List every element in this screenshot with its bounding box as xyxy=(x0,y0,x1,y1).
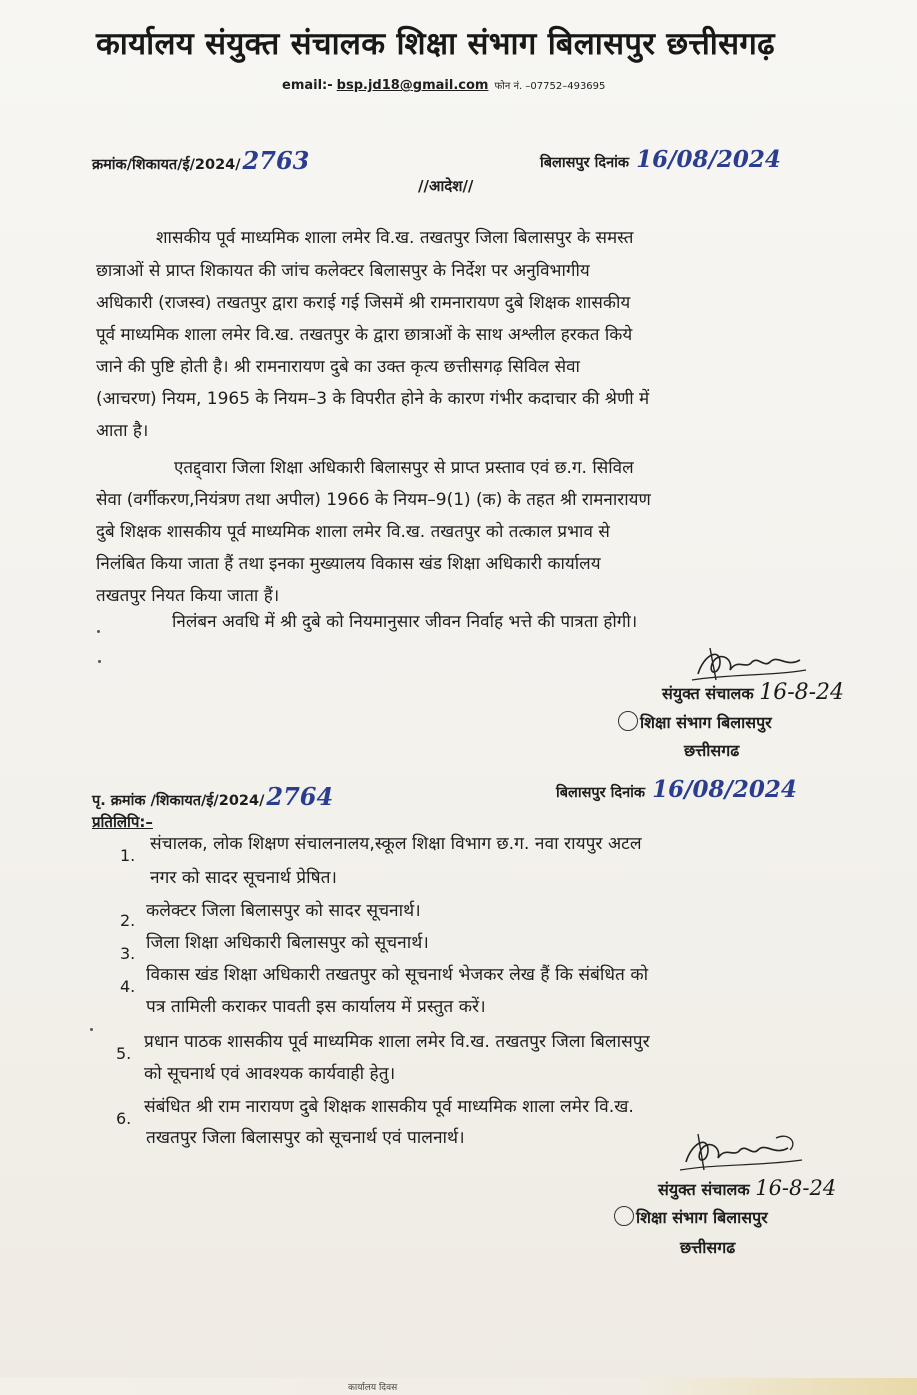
para1-line: आता है। xyxy=(96,421,149,441)
copy-title: प्रतिलिपि:– xyxy=(92,813,153,831)
copy-ref-prefix: पृ. क्रमांक /शिकायत/ई/2024/ xyxy=(92,793,265,809)
signature-designation-line xyxy=(658,1176,836,1200)
copy-item-line: जिला शिक्षा अधिकारी बिलासपुर को सूचनार्थ। xyxy=(146,933,429,953)
stamp-mark-icon xyxy=(618,711,638,731)
copy-item-line: पत्र तामिली कराकर पावती इस कार्यालय में प्रस्तुत करें। xyxy=(146,997,486,1017)
para3-line: निलंबन अवधि में श्री दुबे को नियमानुसार जीवन निर्वाह भत्ते की पात्रता होगी। xyxy=(172,612,638,632)
signature-mark xyxy=(676,1128,806,1178)
copy-item-line: विकास खंड शिक्षा अधिकारी तखतपुर को सूचनार्थ भेजकर लेख हैं कि संबंधित को xyxy=(146,965,649,985)
signature-office: शिक्षा संभाग बिलासपुर xyxy=(640,713,772,732)
copy-item-line: संबंधित श्री राम नारायण दुबे शिक्षक शासकीय पूर्व माध्यमिक शाला लमेर वि.ख. xyxy=(144,1097,634,1117)
para2-line: एतद्द्वारा जिला शिक्षा अधिकारी बिलासपुर से प्राप्त प्रस्ताव एवं छ.ग. सिविल xyxy=(174,458,634,478)
email-address: bsp.jd18@gmail.com xyxy=(336,78,489,93)
signature-state: छत्तीसगढ xyxy=(680,1238,736,1257)
stamp-mark-icon xyxy=(614,1206,634,1226)
signature-state: छत्तीसगढ xyxy=(684,741,740,760)
copy-item-number: 6. xyxy=(116,1109,132,1128)
para2-line: निलंबित किया जाता हैं तथा इनका मुख्यालय विकास खंड शिक्षा अधिकारी कार्यालय xyxy=(96,554,601,574)
copy-item-line: कलेक्टर जिला बिलासपुर को सादर सूचनार्थ। xyxy=(146,901,421,921)
para1-line: शासकीय पूर्व माध्यमिक शाला लमेर वि.ख. तखतपुर जिला बिलासपुर के समस्त xyxy=(156,228,634,248)
order-signature-block xyxy=(640,680,845,761)
signature-office-line xyxy=(614,1206,836,1228)
copy-item-line: संचालक, लोक शिक्षण संचालनालय,स्कूल शिक्षा विभाग छ.ग. नवा रायपुर अटल xyxy=(150,834,642,854)
phone-number: फोन नं. –07752–493695 xyxy=(494,81,606,92)
order-date-value: 16/08/2024 xyxy=(636,146,781,173)
signature-designation: संयुक्त संचालक xyxy=(662,684,754,703)
order-reference xyxy=(92,146,309,175)
signature-designation: संयुक्त संचालक xyxy=(658,1180,750,1199)
footer-text: कार्यालय दिवस xyxy=(348,1383,398,1393)
copy-item-line: नगर को सादर सूचनार्थ प्रेषित। xyxy=(150,868,337,888)
scan-speck xyxy=(90,1028,93,1031)
order-heading: //आदेश// xyxy=(418,177,474,195)
order-date-label: बिलासपुर दिनांक xyxy=(540,155,630,171)
email-label: email:- xyxy=(282,78,333,93)
scan-speck xyxy=(98,660,101,663)
para1-line: पूर्व माध्यमिक शाला लमेर वि.ख. तखतपुर के द्वारा छात्राओं के साथ अश्लील हरकत किये xyxy=(96,325,633,345)
copy-item-number: 5. xyxy=(116,1044,132,1063)
copy-ref-number: 2764 xyxy=(266,782,334,811)
copy-item-number: 4. xyxy=(120,977,136,996)
copy-signature-block xyxy=(636,1176,837,1258)
signature-designation-line xyxy=(662,680,844,705)
scan-speck xyxy=(97,630,100,633)
order-ref-prefix: क्रमांक/शिकायत/ई/2024/ xyxy=(92,157,241,173)
copy-date-label: बिलासपुर दिनांक xyxy=(556,785,646,801)
page-bottom-edge xyxy=(0,1378,917,1395)
para1-line: (आचरण) नियम, 1965 के नियम–3 के विपरीत होने के कारण गंभीर कदाचार की श्रेणी में xyxy=(96,389,650,409)
copy-date-value: 16/08/2024 xyxy=(652,776,797,803)
copy-date xyxy=(556,776,797,803)
copy-item-number: 3. xyxy=(120,944,136,963)
copy-item-number: 2. xyxy=(120,911,136,930)
para1-line: अधिकारी (राजस्व) तखतपुर द्वारा कराई गई जिसमें श्री रामनारायण दुबे शिक्षक शासकीय xyxy=(96,293,631,313)
signature-office: शिक्षा संभाग बिलासपुर xyxy=(636,1208,768,1227)
signature-office-line xyxy=(618,711,844,733)
para2-line: तखतपुर नियत किया जाता हैं। xyxy=(96,586,280,606)
para1-line: छात्राओं से प्राप्त शिकायत की जांच कलेक्टर बिलासपुर के निर्देश पर अनुविभागीय xyxy=(96,261,590,281)
contact-line xyxy=(282,78,605,93)
order-date xyxy=(540,146,781,173)
para2-line: सेवा (वर्गीकरण,नियंत्रण तथा अपील) 1966 के नियम–9(1) (क) के तहत श्री रामनारायण xyxy=(96,490,651,510)
copy-item-number: 1. xyxy=(120,846,136,865)
signature-date: 16-8-24 xyxy=(755,1176,837,1200)
copy-item-line: को सूचनार्थ एवं आवश्यक कार्यवाही हेतु। xyxy=(144,1064,396,1084)
para2-line: दुबे शिक्षक शासकीय पूर्व माध्यमिक शाला लमेर वि.ख. तखतपुर को तत्काल प्रभाव से xyxy=(96,522,610,542)
order-ref-number: 2763 xyxy=(242,146,310,175)
copy-reference xyxy=(92,782,333,811)
office-title: कार्यालय संयुक्त संचालक शिक्षा संभाग बिलासपुर छत्तीसगढ़ xyxy=(96,26,775,62)
para1-line: जाने की पुष्टि होती है। श्री रामनारायण दुबे का उक्त कृत्य छत्तीसगढ़ सिविल सेवा xyxy=(96,357,580,377)
copy-item-line: तखतपुर जिला बिलासपुर को सूचनार्थ एवं पालनार्थ। xyxy=(146,1128,465,1148)
copy-item-line: प्रधान पाठक शासकीय पूर्व माध्यमिक शाला लमेर वि.ख. तखतपुर जिला बिलासपुर xyxy=(144,1032,650,1052)
signature-date: 16-8-24 xyxy=(759,680,845,705)
